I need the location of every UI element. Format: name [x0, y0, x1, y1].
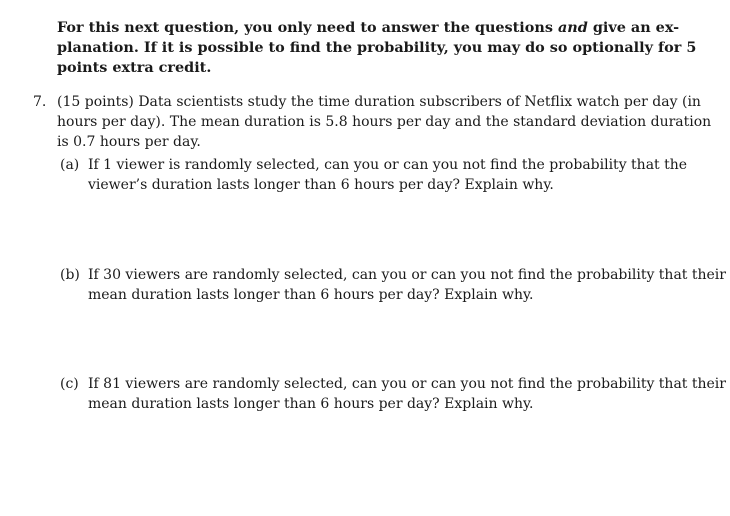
- instructions-line-1-end: give an ex-: [587, 19, 680, 36]
- part-label: (c): [60, 376, 79, 392]
- part-text-line: If 30 viewers are randomly selected, can you or can you not find the probability that their: [88, 267, 726, 283]
- question-number: 7.: [33, 94, 47, 110]
- instructions-emphasis: and: [557, 19, 588, 36]
- part-text-line: mean duration lasts longer than 6 hours per day? Explain why.: [88, 287, 534, 303]
- question-part-a: [60, 155, 700, 195]
- question-stem: [57, 92, 712, 152]
- instructions-line-1-start: For this next question, you only need to answer the questions: [57, 19, 558, 36]
- part-text-line: If 1 viewer is randomly selected, can you or can you not find the probability that the: [88, 157, 688, 173]
- part-text-line: mean duration lasts longer than 6 hours per day? Explain why.: [88, 396, 534, 412]
- instructions-line-2: planation. If it is possible to find the probability, you may do so optionally for 5: [57, 39, 697, 56]
- question-part-b: [60, 265, 726, 305]
- part-text: [88, 265, 726, 305]
- instructions-line-3: points extra credit.: [57, 59, 212, 76]
- part-text-line: If 81 viewers are randomly selected, can you or can you not find the probability that their: [88, 376, 726, 392]
- part-text: [88, 155, 698, 195]
- instructions-paragraph: [57, 18, 697, 78]
- question-stem-line: hours per day). The mean duration is 5.8 hours per day and the standard deviation duration: [57, 114, 712, 130]
- part-text-line: viewer’s duration lasts longer than 6 hours per day? Explain why.: [88, 177, 554, 193]
- question-part-c: [60, 374, 726, 414]
- part-label: (b): [60, 267, 80, 283]
- question-stem-line: is 0.7 hours per day.: [57, 134, 201, 150]
- instructions-line-1: [57, 18, 697, 38]
- question-stem-line: (15 points) Data scientists study the time duration subscribers of Netflix watch per day (in: [57, 94, 701, 110]
- part-label: (a): [60, 157, 80, 173]
- part-text: [88, 374, 726, 414]
